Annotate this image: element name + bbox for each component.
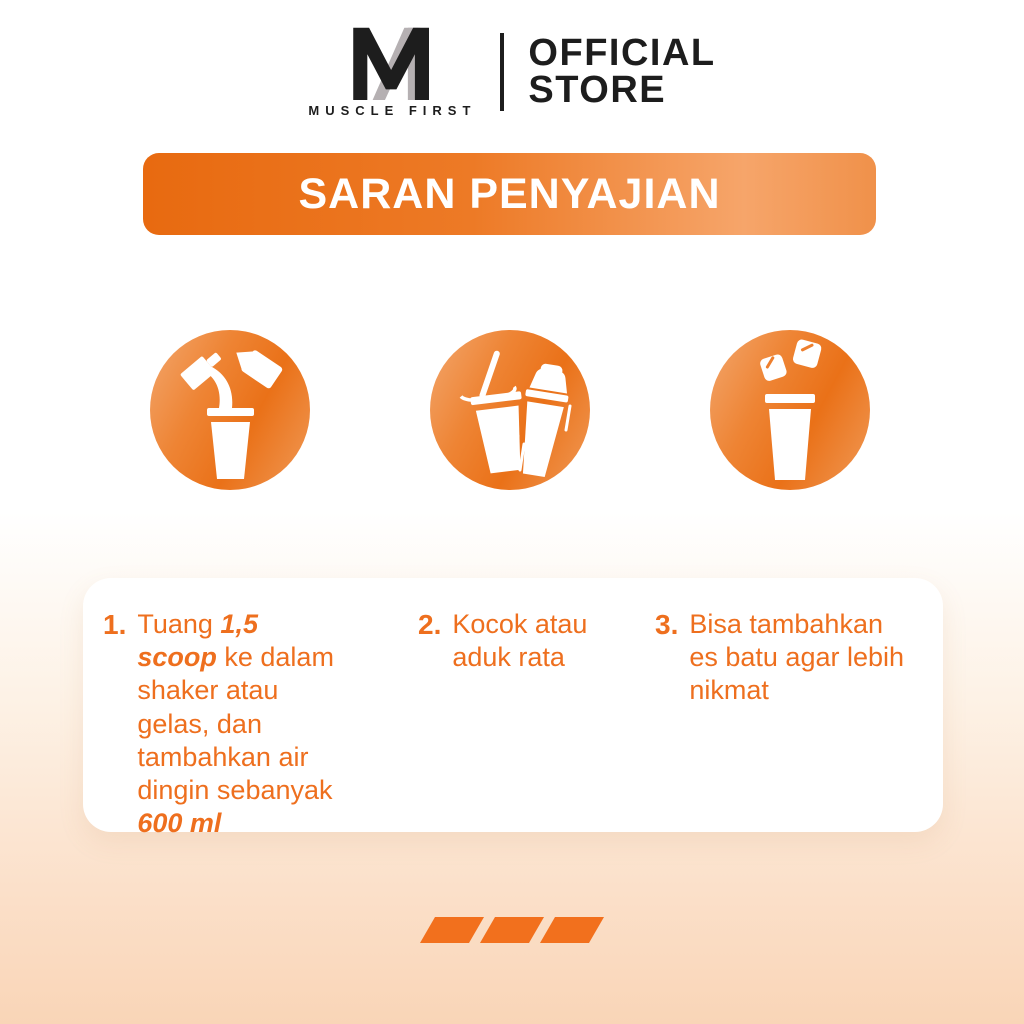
m1-logo-icon [314,26,470,100]
step-1-number: 1. [103,609,127,640]
section-title: SARAN PENYAJIAN [298,169,721,218]
step3-circle [710,330,870,490]
step-2 [418,608,602,674]
step-3 [655,608,911,708]
official-store-line2: STORE [528,69,667,111]
add-ice-icon [710,330,870,490]
section-title-banner [143,153,876,235]
step-3-text-part: Bisa tambahkan es batu agar lebih nikmat [689,609,905,706]
step2-circle [430,330,590,490]
step-1-text-part: Tuang [137,609,221,639]
pour-into-cup-icon [150,330,310,490]
official-store-line1: OFFICIAL [528,32,716,75]
header-divider [500,33,504,111]
step-2-text [452,608,602,674]
step-2-number: 2. [418,609,442,640]
step-1-water-amount: 600 ml [137,808,222,839]
step-1-scoop-amount: 1,5 scoop [137,609,258,673]
slash-mark-icon [420,917,484,943]
header [0,26,1024,118]
shake-or-stir-icon [430,330,590,490]
step-1 [103,608,343,840]
slash-mark-icon [480,917,544,943]
slash-mark-icon [540,917,604,943]
step1-circle [150,330,310,490]
brand-logo [308,26,476,118]
footer-slash-marks [428,917,597,943]
step-1-text [137,608,343,840]
step-3-text [689,608,911,708]
instructions-card [83,578,943,839]
official-store-label [528,32,716,111]
step-1-text-part: ke dalam shaker atau gelas, dan tambahkan air dingin sebanyak [137,642,334,806]
step-2-text-part: Kocok atau aduk rata [452,609,588,673]
step-3-number: 3. [655,609,679,640]
brand-name: MUSCLE FIRST [308,103,477,118]
